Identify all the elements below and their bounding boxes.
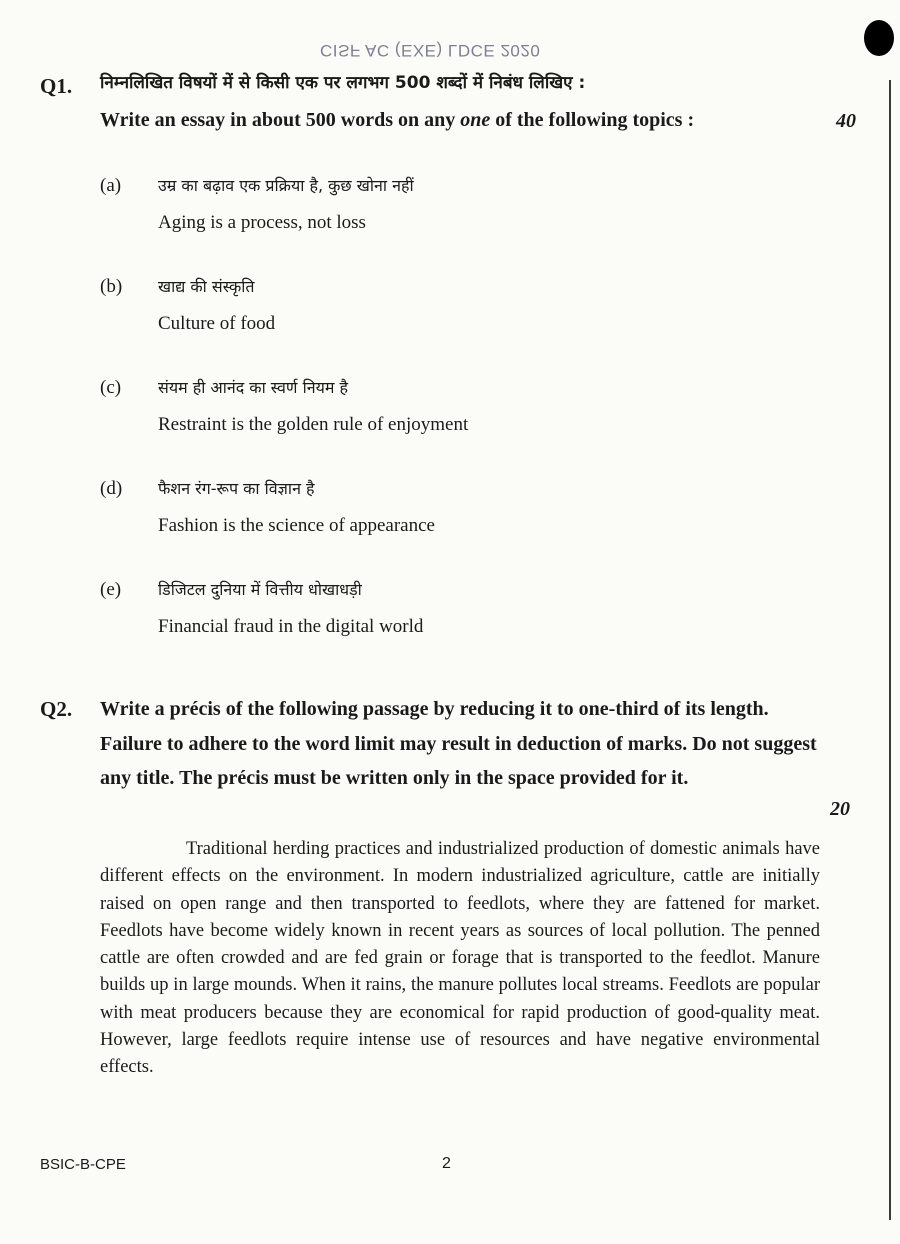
option-c-letter: (c) [100,377,122,398]
option-d-letter: (d) [100,478,123,499]
option-b-letter: (b) [100,276,123,297]
question-1-marks: 40 [836,110,856,132]
option-b-english: Culture of food [158,313,276,334]
option-b-hindi: खाद्य की संस्कृति [158,277,255,296]
option-a-hindi: उम्र का बढ़ाव एक प्रक्रिया है, कुछ खोना नहीं [158,176,414,195]
option-d-english: Fashion is the science of appearance [158,515,435,536]
mirrored-header-stamp: CISF AC (EXE) LDCE 2020 [320,41,541,60]
page-edge-line [889,80,891,1220]
option-c-english: Restraint is the golden rule of enjoyment [158,414,469,435]
precis-passage: Traditional herding practices and industrialized production of domestic animals have different effects on the environment. In modern industrialized agriculture, cattle are initially raised on open range and then transported to feedlots, where they are fattened for market. Feedlots have become widely known in recent years as sources of local pollution. The penned cattle are often crowded and are fed grain or forage that is transported to the feedlot. Manure builds up in large mounds. When it rains, the manure pollutes local streams. Feedlots are popular with meat producers because they are economical for rapid production of good-quality meat. However, large feedlots require intense use of resources and have negative environmental effects. [100,839,820,1078]
option-d-hindi: फैशन रंग-रूप का विज्ञान है [158,479,315,498]
option-c-hindi: संयम ही आनंद का स्वर्ण नियम है [158,378,349,397]
question-1-instruction-hindi: निम्नलिखित विषयों में से किसी एक पर लगभग 500 शब्दों में निबंध लिखिए : [100,73,586,93]
question-2-label: Q2. [40,697,73,721]
question-1-label: Q1. [40,74,73,98]
option-e-hindi: डिजिटल दुनिया में वित्तीय धोखाधड़ी [158,580,362,599]
option-a-english: Aging is a process, not loss [158,212,366,233]
option-e-english: Financial fraud in the digital world [158,616,424,637]
option-a-letter: (a) [100,175,122,196]
option-e-letter: (e) [100,579,122,600]
question-1-instruction-english: Write an essay in about 500 words on any one of the following topics : [100,109,695,131]
footer-paper-code: BSIC-B-CPE [40,1156,126,1173]
question-2-marks: 20 [830,798,850,820]
question-2-instruction: Write a précis of the following passage by reducing it to one-third of its length. Failure to adhere to the word limit may result in deduction of marks. Do not suggest any title. The précis must be written only in the space provided for it. [100,698,817,789]
page-number: 2 [442,1155,451,1172]
punch-hole-mark [864,20,894,56]
